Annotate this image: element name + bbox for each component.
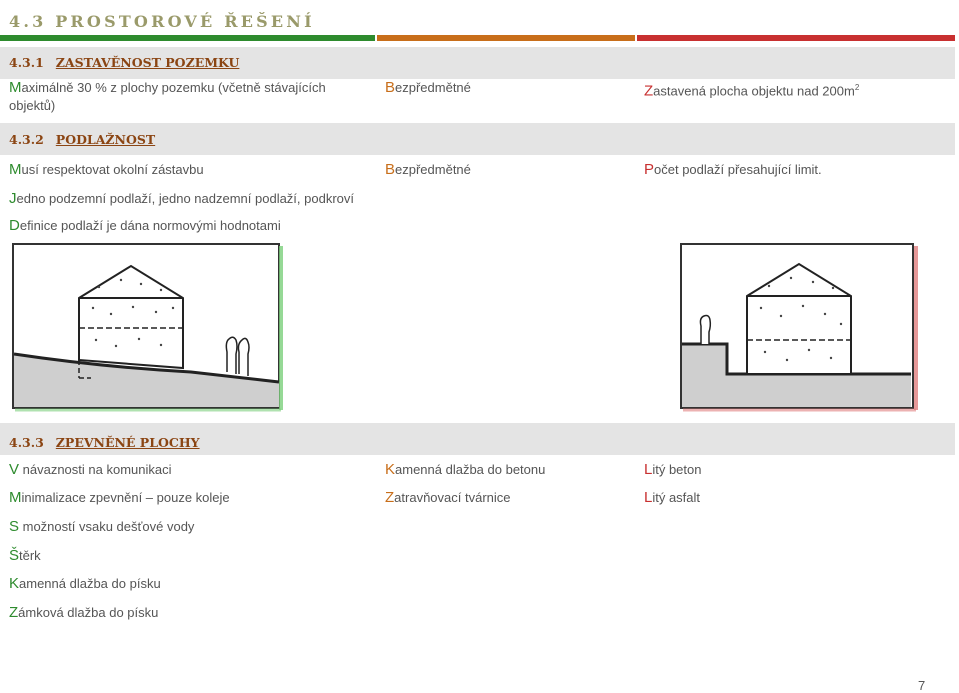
orange-item: Zatravňovací tvárnice [385, 489, 511, 506]
subsection-number: 4.3.3 [9, 435, 44, 450]
green-requirement-extra: Definice podlaží je dána normovými hodnotami [9, 217, 281, 234]
band-red [637, 35, 955, 41]
green-item: Kamenná dlažba do písku [9, 575, 161, 592]
band-green [0, 35, 375, 41]
red-requirement: Počet podlaží přesahující limit. [644, 161, 822, 178]
subsection-header-podlaznost [0, 123, 955, 155]
sketch-problematic [679, 242, 919, 412]
green-item: S možností vsaku dešťové vody [9, 518, 195, 535]
subsection-number: 4.3.2 [9, 132, 44, 147]
green-item: Minimalizace zpevnění – pouze koleje [9, 489, 230, 506]
green-item: Zámková dlažba do písku [9, 604, 159, 621]
subsection-header-zastavenost [0, 47, 955, 79]
green-item: Štěrk [9, 547, 41, 564]
green-item: V návaznosti na komunikaci [9, 461, 172, 478]
subsection-title: ZPEVNĚNÉ PLOCHY [55, 435, 200, 450]
subsection-title: PODLAŽNOST [55, 132, 156, 147]
orange-requirement: Bezpředmětné [385, 161, 471, 178]
sketch-acceptable [11, 242, 283, 412]
green-requirement: Musí respektovat okolní zástavbu [9, 161, 204, 178]
band-orange [377, 35, 635, 41]
subsection-title: ZASTAVĚNOST POZEMKU [55, 55, 240, 70]
orange-item: Kamenná dlažba do betonu [385, 461, 546, 478]
section-title: 4.3 PROSTOROVÉ ŘEŠENÍ [9, 12, 315, 31]
green-requirement-extra: Jedno podzemní podlaží, jedno nadzemní podlaží, podkroví [9, 190, 355, 207]
red-requirement: Zastavená plocha objektu nad $200m^2$ [644, 82, 860, 100]
page-number: 7 [918, 678, 926, 693]
green-requirement: Maximálně 30 % z plochy pozemku (včetně stávajících objektů) [9, 79, 326, 113]
red-item: Litý beton [644, 461, 702, 478]
subsection-number: 4.3.1 [9, 55, 44, 70]
orange-requirement: Bezpředmětné [385, 79, 471, 96]
subsection-header-zpevnene [0, 423, 955, 455]
red-item: Litý asfalt [644, 489, 701, 506]
